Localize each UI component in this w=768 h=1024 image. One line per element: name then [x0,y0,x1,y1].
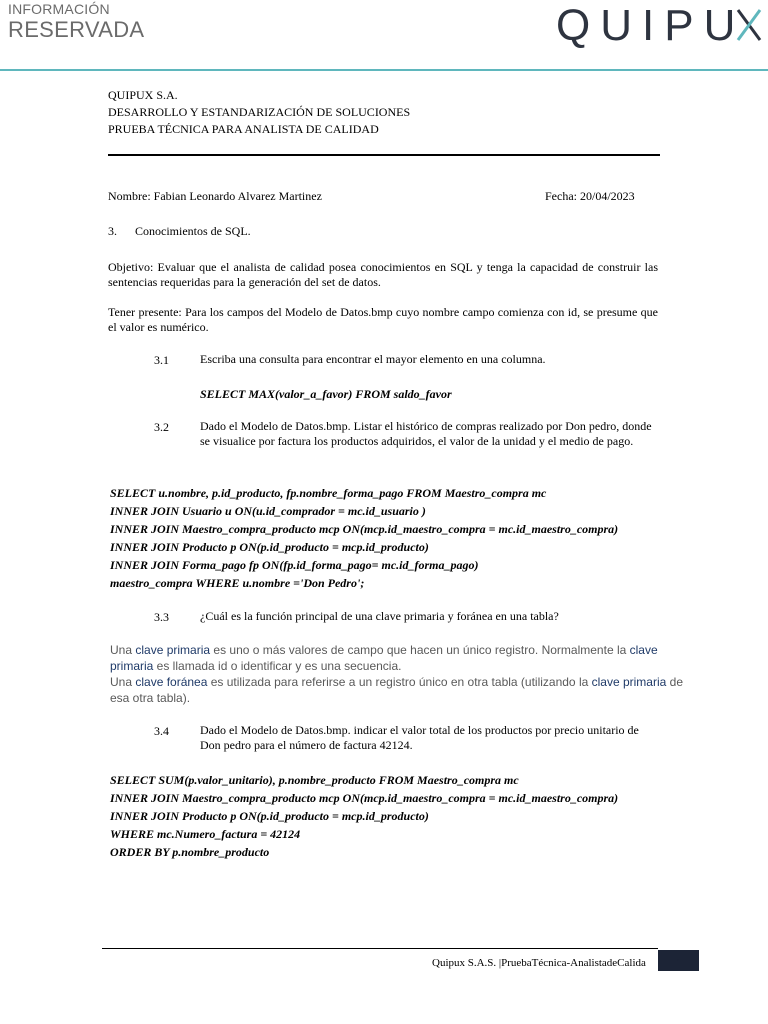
test-title: PRUEBA TÉCNICA PARA ANALISTA DE CALIDAD [108,122,379,136]
sql-line: INNER JOIN Producto p ON(p.id_producto = mcp.id_producto) [110,540,429,554]
classification-line-1: INFORMACIÓN [8,1,110,17]
page-number: 1 [676,956,683,970]
answer-text: Una [110,643,136,657]
sql-line: INNER JOIN Usuario u ON(u.id_comprador = mc.id_usuario ) [110,504,426,518]
primary-key-paragraph [110,642,700,674]
sql-line: INNER JOIN Producto p ON(p.id_producto = mcp.id_producto) [110,809,429,823]
question-number: 3.1 [154,353,169,367]
sql-line: WHERE mc.Numero_factura = 42124 [110,827,301,841]
classification-line-2: RESERVADA [8,17,145,42]
candidate-name: Nombre: Fabian Leonardo Alvarez Martinez [108,189,322,203]
sql-line: SELECT u.nombre, p.id_producto, fp.nombre_forma_pago FROM Maestro_compra mc [110,486,547,500]
answer-text: de esa otra tabla). [110,675,684,705]
keyword: clave primaria [591,675,667,689]
sql-answer-3-2 [110,484,618,592]
footer-divider [102,948,658,949]
heading-rule [108,154,660,156]
answer-text: es llamada id o identificar y es una secuencia. [153,659,402,673]
header-divider [0,69,768,71]
test-date: Fecha: 20/04/2023 [545,189,635,203]
answer-3-3 [110,642,700,706]
answer-text: es utilizada para referirse a un registro único en otra tabla (utilizando la [207,675,592,689]
answer-text: es uno o más valores de campo que hacen un único registro. Normalmente la [210,643,630,657]
foreign-key-paragraph [110,674,700,706]
question-number: 3.4 [154,724,169,738]
question-number: 3.2 [154,420,169,434]
keyword: clave primaria [110,643,658,673]
page-number-box [658,950,699,971]
company-name: QUIPUX S.A. [108,88,178,102]
logo-x-icon [736,4,762,44]
sql-answer-3-4 [110,771,618,861]
classification-label [8,2,144,41]
question-text: Escriba una consulta para encontrar el mayor elemento en una columna. [200,352,546,366]
answer-3-1: SELECT MAX(valor_a_favor) FROM saldo_favor [200,387,452,401]
note-paragraph: Tener presente: Para los campos del Modelo de Datos.bmp cuyo nombre campo comienza con id, se presume que el valor es numérico. [108,305,658,334]
department-name: DESARROLLO Y ESTANDARIZACIÓN DE SOLUCIONES [108,105,411,119]
sql-line: INNER JOIN Forma_pago fp ON(fp.id_forma_pago= mc.id_forma_pago) [110,558,479,572]
section-title: Conocimientos de SQL. [135,224,251,238]
question-text: ¿Cuál es la función principal de una clave primaria y foránea en una tabla? [200,609,559,623]
question-text: Dado el Modelo de Datos.bmp. Listar el histórico de compras realizado por Don pedro, donde se visualice por factura los productos adquiridos, el valor de la unidad y el medio de pago. [200,419,652,448]
footer-text: Quipux S.A.S. |PruebaTécnica-AnalistadeCalida [432,957,646,969]
question-text: Dado el Modelo de Datos.bmp. indicar el valor total de los productos por precio unitario de Don pedro para el número de factura 42124. [200,723,639,752]
question-number: 3.3 [154,610,169,624]
section-number: 3. [108,224,117,238]
sql-line: ORDER BY p.nombre_producto [110,845,270,859]
answer-text: Una [110,675,136,689]
sql-line: SELECT SUM(p.valor_unitario), p.nombre_producto FROM Maestro_compra mc [110,773,519,787]
sql-line: INNER JOIN Maestro_compra_producto mcp ON(mcp.id_maestro_compra = mc.id_maestro_compra) [110,791,619,805]
logo-text: QUIPU [556,1,746,50]
quipux-logo [556,0,762,52]
keyword: clave foránea [135,675,208,689]
keyword: clave primaria [135,643,211,657]
document-heading [108,87,410,138]
sql-line: INNER JOIN Maestro_compra_producto mcp ON(mcp.id_maestro_compra = mc.id_maestro_compra) [110,522,619,536]
sql-line: maestro_compra WHERE u.nombre ='Don Pedro'; [110,576,365,590]
objective-paragraph: Objetivo: Evaluar que el analista de calidad posea conocimientos en SQL y tenga la capacidad de construir las sentencias requeridas para la generación del set de datos. [108,260,658,289]
